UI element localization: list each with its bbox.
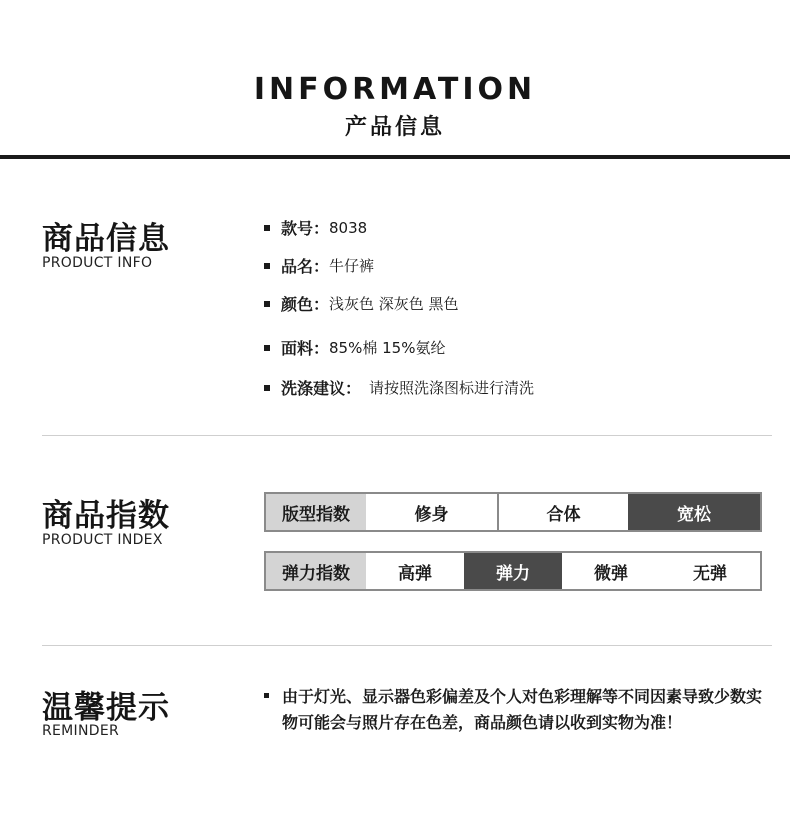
info-value: 牛仔裤 <box>329 257 375 275</box>
elasticity-option-stretch: 弹力 <box>464 553 562 589</box>
product-index-title: 商品指数 <box>42 498 170 534</box>
elasticity-option-high: 高弹 <box>398 563 432 584</box>
info-item-color <box>264 292 459 315</box>
fit-option-regular: 合体 <box>497 494 628 530</box>
elasticity-option-slight: 微弹 <box>594 563 628 584</box>
info-value: 浅灰色 深灰色 黑色 <box>329 295 459 313</box>
elasticity-index-scale <box>264 551 762 591</box>
reminder-subtitle: REMINDER <box>42 723 120 739</box>
info-label: 款号： <box>281 219 330 238</box>
reminder-note <box>264 684 764 736</box>
product-index-subtitle: PRODUCT INDEX <box>42 532 163 548</box>
bullet-icon <box>264 345 270 351</box>
section-divider <box>42 645 772 646</box>
fit-option-slim: 修身 <box>414 504 449 525</box>
reminder-title: 温馨提示 <box>42 690 170 726</box>
info-value: 请按照洗涤图标进行清洗 <box>369 379 535 397</box>
bullet-icon <box>264 301 270 307</box>
info-value: 85%棉 15%氨纶 <box>329 339 446 357</box>
info-item-fabric <box>264 336 445 359</box>
product-info-subtitle: PRODUCT INFO <box>42 255 153 271</box>
info-label: 品名： <box>281 257 330 276</box>
info-label: 面料： <box>281 339 330 358</box>
product-info-title: 商品信息 <box>42 221 170 257</box>
info-label: 颜色： <box>281 295 330 314</box>
fit-index-scale <box>264 492 762 532</box>
elasticity-option-none: 无弹 <box>693 563 727 584</box>
info-item-name <box>264 254 374 277</box>
bullet-icon <box>264 225 270 231</box>
info-item-washing <box>264 376 534 399</box>
bullet-icon <box>264 263 270 269</box>
header-rule <box>0 155 790 159</box>
section-divider <box>42 435 772 436</box>
reminder-text: 由于灯光、显示器色彩偏差及个人对色彩理解等不同因素导致少数实物可能会与照片存在色差，商品颜色请以收到实物为准！ <box>282 687 763 732</box>
elasticity-index-label: 弹力指数 <box>266 553 366 589</box>
info-value: 8038 <box>329 218 368 237</box>
fit-index-label: 版型指数 <box>266 494 366 530</box>
fit-option-loose: 宽松 <box>628 494 760 530</box>
info-item-style-no <box>264 216 367 239</box>
header-title-en: INFORMATION <box>253 72 537 107</box>
info-label: 洗涤建议： <box>281 379 362 398</box>
bullet-icon <box>264 693 269 698</box>
bullet-icon <box>264 385 270 391</box>
header-title-cn: 产品信息 <box>344 115 445 140</box>
